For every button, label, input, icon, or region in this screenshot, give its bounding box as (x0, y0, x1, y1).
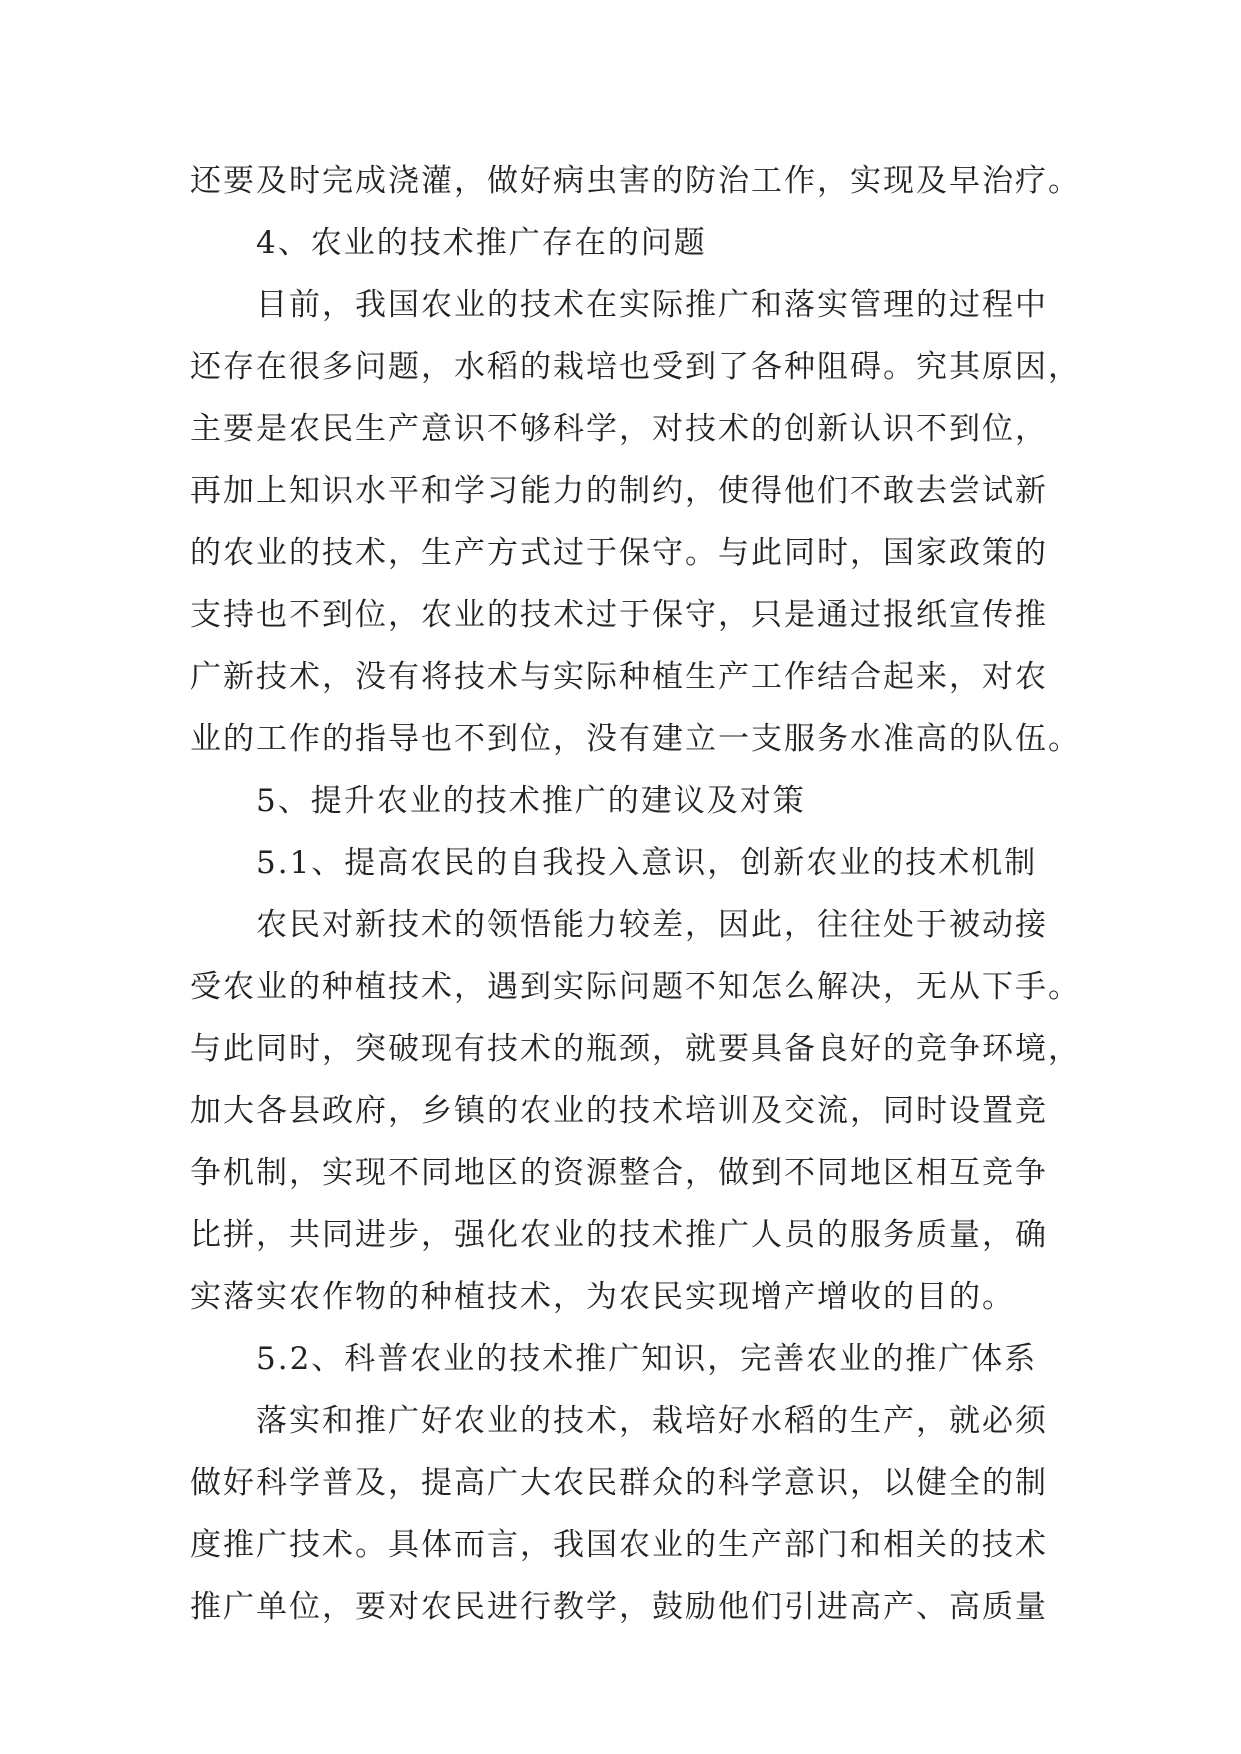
paragraph-line: 广新技术，没有将技术与实际种植生产工作结合起来，对农 (190, 659, 1048, 695)
paragraph-line: 主要是农民生产意识不够科学，对技术的创新认识不到位， (190, 411, 1048, 447)
paragraph-line: 还存在很多问题，水稻的栽培也受到了各种阻碍。究其原因， (190, 349, 1081, 385)
paragraph-line: 实落实农作物的种植技术，为农民实现增产增收的目的。 (190, 1279, 1015, 1315)
paragraph-line: 的农业的技术，生产方式过于保守。与此同时，国家政策的 (190, 535, 1048, 571)
paragraph-line: 还要及时完成浇灌，做好病虫害的防治工作，实现及早治疗。 (190, 163, 1081, 199)
document-page (190, 150, 1081, 1638)
paragraph-line: 做好科学普及，提高广大农民群众的科学意识，以健全的制 (190, 1465, 1048, 1501)
paragraph-line: 落实和推广好农业的技术，栽培好水稻的生产，就必须 (256, 1403, 1048, 1439)
section-heading: 5、提升农业的技术推广的建议及对策 (256, 783, 806, 819)
subsection-heading: 5.2、科普农业的技术推广知识，完善农业的推广体系 (256, 1341, 1038, 1377)
paragraph-line: 受农业的种植技术，遇到实际问题不知怎么解决，无从下手。 (190, 969, 1081, 1005)
paragraph-line: 度推广技术。具体而言，我国农业的生产部门和相关的技术 (190, 1527, 1048, 1563)
paragraph-line: 加大各县政府，乡镇的农业的技术培训及交流，同时设置竞 (190, 1093, 1048, 1129)
section-heading: 4、农业的技术推广存在的问题 (256, 225, 707, 261)
subsection-heading: 5.1、提高农民的自我投入意识，创新农业的技术机制 (256, 845, 1038, 881)
paragraph-line: 推广单位，要对农民进行教学，鼓励他们引进高产、高质量 (190, 1589, 1048, 1625)
paragraph-line: 支持也不到位，农业的技术过于保守，只是通过报纸宣传推 (190, 597, 1048, 633)
paragraph-line: 农民对新技术的领悟能力较差，因此，往往处于被动接 (256, 907, 1048, 943)
paragraph-line: 再加上知识水平和学习能力的制约，使得他们不敢去尝试新 (190, 473, 1048, 509)
paragraph-line: 目前，我国农业的技术在实际推广和落实管理的过程中 (256, 287, 1048, 323)
paragraph-line: 与此同时，突破现有技术的瓶颈，就要具备良好的竞争环境， (190, 1031, 1081, 1067)
paragraph-line: 比拼，共同进步，强化农业的技术推广人员的服务质量，确 (190, 1217, 1048, 1253)
paragraph-line: 业的工作的指导也不到位，没有建立一支服务水准高的队伍。 (190, 721, 1081, 757)
paragraph-line: 争机制，实现不同地区的资源整合，做到不同地区相互竞争 (190, 1155, 1048, 1191)
